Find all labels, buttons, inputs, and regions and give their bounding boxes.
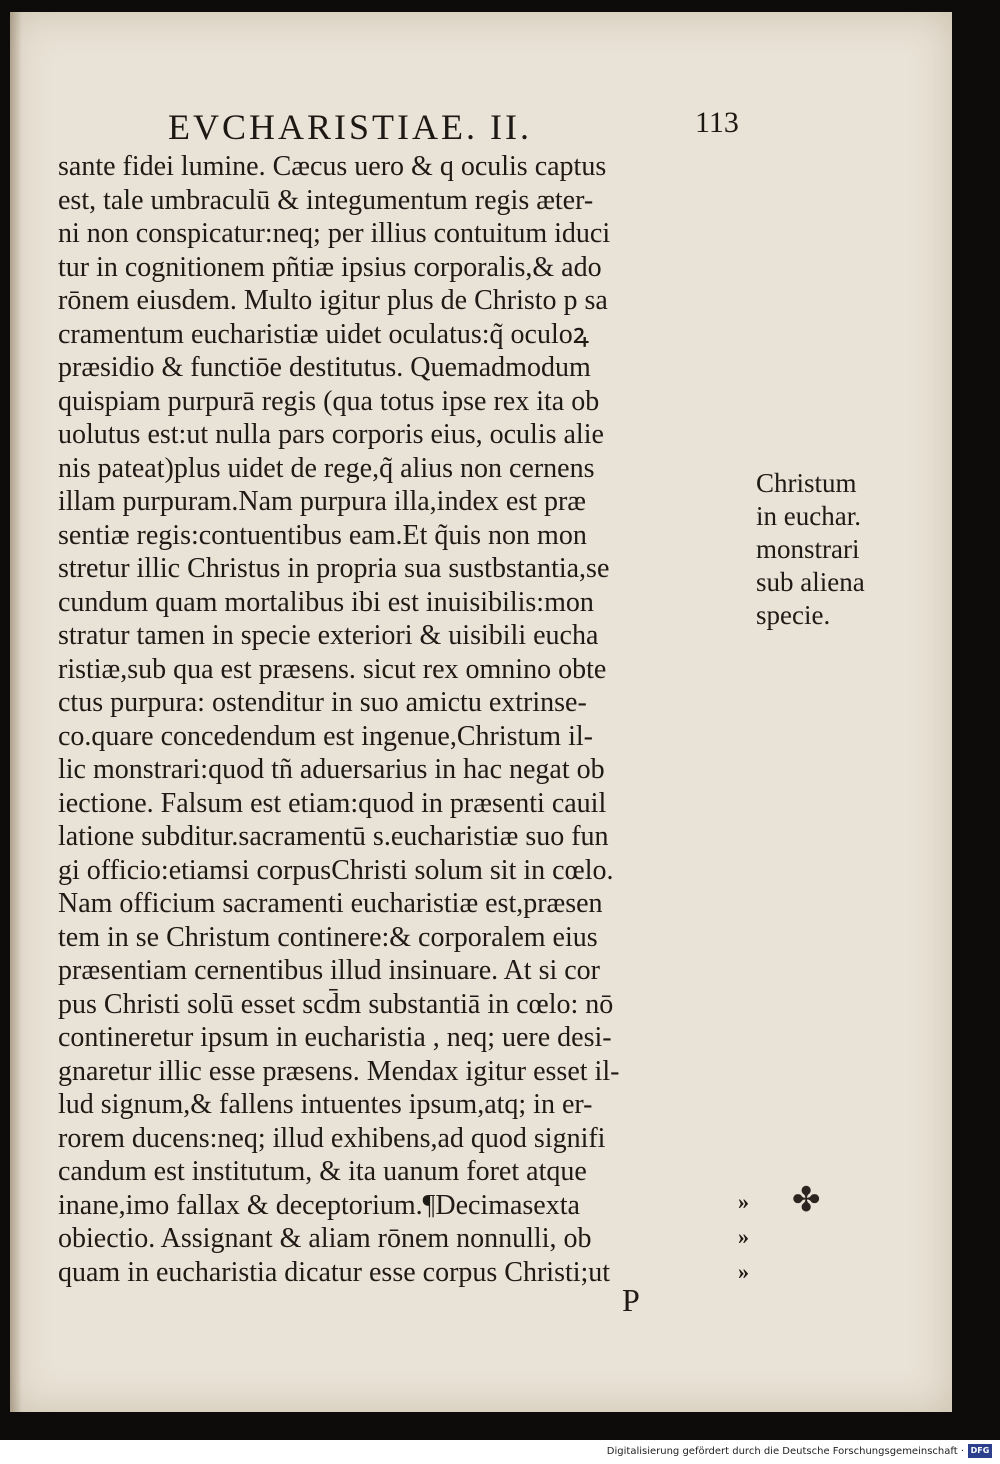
- text-line: quam in eucharistia dicatur esse corpus Christi;ut: [58, 1256, 611, 1288]
- text-line: sentiæ regis:contuentibus eam.Et q̃uis non mon: [58, 519, 587, 551]
- quote-mark: »: [738, 1224, 749, 1249]
- text-line: lud signum,& fallens intuentes ipsum,atq; in er-: [58, 1089, 593, 1120]
- quote-mark: »: [738, 1259, 749, 1284]
- text-line: stratur tamen in specie exteriori & uisibili eucha: [58, 620, 599, 651]
- margin-note-line: monstrari: [756, 534, 860, 564]
- running-title: EVCHARISTIAE. II.: [168, 107, 532, 147]
- text-line: gi officio:etiamsi corpusChristi solum sit in cœlo.: [58, 854, 614, 886]
- text-line: præsidio & functiōe destitutus. Quemadmodum: [58, 352, 591, 383]
- text-line: rōnem eiusdem. Multo igitur plus de Christo p sa: [58, 285, 608, 316]
- text-line: gnaretur illic esse præsens. Mendax igitur esset il-: [58, 1055, 620, 1087]
- text-line: obiectio. Assignant & aliam rōnem nonnulli, ob: [58, 1223, 592, 1254]
- text-line: sante fidei lumine. Cæcus uero & q oculis captus: [58, 151, 607, 182]
- text-line: inane,imo fallax & deceptorium.¶Decimasexta: [58, 1189, 580, 1221]
- marginal-note: [756, 467, 916, 632]
- quote-mark: »: [738, 1189, 749, 1214]
- text-line: candum est institutum, & ita uanum foret atque: [58, 1156, 587, 1187]
- text-line: cramentum eucharistiæ uidet oculatus:q̃ oculoꝝ: [58, 318, 589, 350]
- text-line: quispiam purpurā regis (qua totus ipse rex ita ob: [58, 385, 600, 417]
- text-line: stretur illic Christus in propria sua sustbstantia,se: [58, 553, 610, 584]
- text-line: tem in se Christum continere:& corporalem eius: [58, 921, 598, 953]
- margin-note-line: specie.: [756, 600, 831, 630]
- signature-mark: P: [622, 1282, 640, 1318]
- text-line: cundum quam mortalibus ibi est inuisibilis:mon: [58, 586, 594, 618]
- text-line: nis pateat)plus uidet de rege,q̃ alius non cernens: [58, 452, 595, 484]
- text-line: rorem ducens:neq; illud exhibens,ad quod signifi: [58, 1122, 606, 1154]
- margin-note-line: in euchar.: [756, 501, 861, 531]
- text-line: illam purpuram.Nam purpura illa,index est præ: [58, 486, 586, 517]
- margin-note-line: sub aliena: [756, 567, 865, 597]
- text-line: ctus purpura: ostenditur in suo amictu extrinse-: [58, 687, 587, 718]
- margin-note-line: Christum: [756, 468, 857, 498]
- text-line: iectione. Falsum est etiam:quod in præsenti cauil: [58, 787, 607, 819]
- text-line: ristiæ,sub qua est præsens. sicut rex omnino obte: [58, 653, 607, 685]
- marginal-quote-marks: [738, 1184, 798, 1289]
- handwritten-mark-icon: ✤: [792, 1180, 821, 1220]
- text-line: latione subditur.sacramentū s.eucharistiæ suo fun: [58, 821, 609, 852]
- text-line: præsentiam cernentibus illud insinuare. At si cor: [58, 955, 601, 986]
- digitization-credit: Digitalisierung gefördert durch die Deutsche Forschungsgemeinschaft ·: [606, 1446, 964, 1457]
- dfg-logo: DFG: [968, 1444, 992, 1458]
- text-line: uolutus est:ut nulla pars corporis eius, oculis alie: [58, 419, 604, 450]
- text-line: lic monstrari:quod tñ aduersarius in hac negat ob: [58, 754, 605, 785]
- text-line: Nam officium sacramenti eucharistiæ est,præsen: [58, 888, 603, 919]
- folio-number: 113: [695, 106, 739, 139]
- text-line: ni non conspicatur:neq; per illius contuitum iduci: [58, 218, 611, 249]
- text-line: pus Christi solū esset scd̄m substantiā in cœlo: nō: [58, 988, 614, 1020]
- body-text: [58, 150, 748, 1289]
- text-line: co.quare concedendum est ingenue,Christum il-: [58, 720, 593, 752]
- text-line: est, tale umbraculū & integumentum regis æter-: [58, 184, 594, 216]
- text-line: tur in cognitionem pñtiæ ipsius corporalis,& ado: [58, 251, 602, 283]
- book-page: [10, 12, 952, 1412]
- text-line: contineretur ipsum in eucharistia , neq; uere desi-: [58, 1022, 612, 1053]
- page-header: [10, 106, 952, 150]
